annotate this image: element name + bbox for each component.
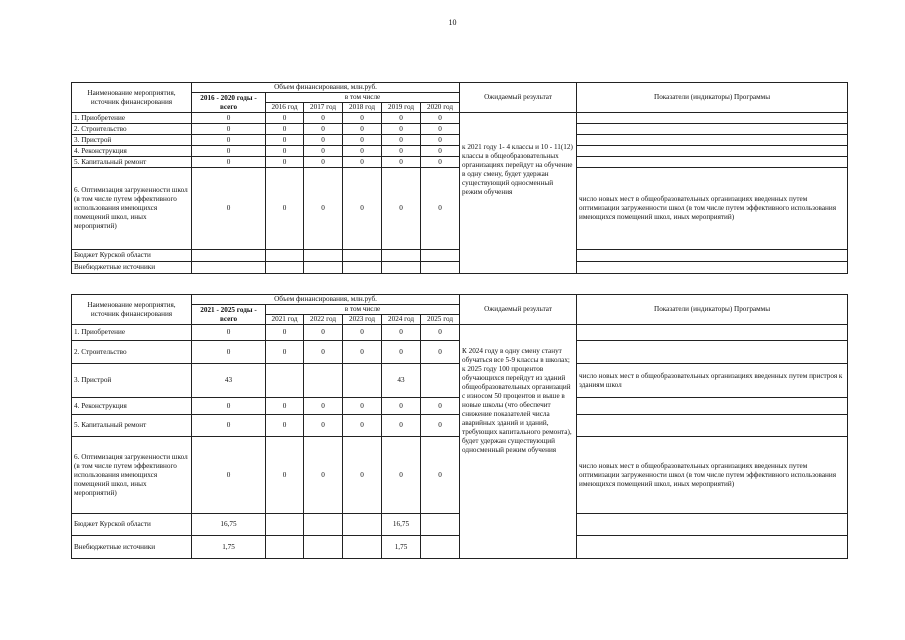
table-row: [72, 113, 848, 124]
row-value: 0: [382, 415, 421, 437]
expected-result: К 2024 году в одну смену станут обучаться все 5-9 классы в школах; к 2025 году 100 процентов обучающихся перейдут из зданий общеобразовательных организаций с износом 50 процентов и выше в новые школы (что обеспечит снижение показателей числа аварийных зданий и зданий, требующих капитального ремонта), будет удержан существующий односменный режим обучения: [460, 325, 577, 559]
header-name: Наименование мероприятия, источник финансирования: [72, 295, 192, 325]
row-value: [421, 536, 460, 559]
row-value: 0: [304, 146, 343, 157]
row-value: [304, 364, 343, 398]
header-year: 2020 год: [421, 103, 460, 113]
row-value: 0: [421, 341, 460, 364]
row-value: 0: [343, 437, 382, 514]
header-result: Ожидаемый результат: [460, 83, 577, 113]
row-total: 43: [192, 364, 266, 398]
row-name: 6. Оптимизация загруженности школ (в том числе путем эффективного использования имеющихся помещений школ, иных мероприятий): [72, 437, 192, 514]
row-value: 0: [421, 146, 460, 157]
table-row: [72, 364, 848, 398]
header-year: 2019 год: [382, 103, 421, 113]
table-row: [72, 124, 848, 135]
row-value: 1,75: [382, 536, 421, 559]
row-total: 0: [192, 157, 266, 168]
row-value: 0: [304, 168, 343, 250]
row-value: 0: [343, 124, 382, 135]
indicator-cell: [577, 415, 848, 437]
header-indicators: Показатели (индикаторы) Программы: [577, 83, 848, 113]
header-year: 2022 год: [304, 315, 343, 325]
header-incl: в том числе: [266, 93, 460, 103]
row-value: 43: [382, 364, 421, 398]
indicator-cell: [577, 341, 848, 364]
row-value: 0: [304, 341, 343, 364]
header-year: 2024 год: [382, 315, 421, 325]
header-funding: Объем финансирования, млн.руб.: [192, 83, 460, 93]
header-result: Ожидаемый результат: [460, 295, 577, 325]
row-total: 1,75: [192, 536, 266, 559]
row-total: 0: [192, 113, 266, 124]
row-value: 0: [266, 415, 304, 437]
row-value: 0: [304, 135, 343, 146]
row-total: 0: [192, 325, 266, 341]
row-name: Внебюджетные источники: [72, 262, 192, 274]
indicator-cell: [577, 514, 848, 536]
row-value: [343, 250, 382, 262]
row-value: [382, 250, 421, 262]
row-value: 16,75: [382, 514, 421, 536]
row-value: 0: [421, 325, 460, 341]
row-value: 0: [304, 325, 343, 341]
row-total: 0: [192, 168, 266, 250]
row-value: 0: [382, 124, 421, 135]
row-value: 0: [304, 415, 343, 437]
indicator-cell: [577, 113, 848, 124]
indicator-text: число новых мест в общеобразовательных организациях введенных путем оптимизации загруженности школ (в том числе путем эффективного использования имеющихся помещений школ, иных мероприятий): [577, 168, 848, 250]
row-value: [266, 536, 304, 559]
indicator-text: число новых мест в общеобразовательных организациях введенных путем оптимизации загруженности школ (в том числе путем эффективного использования имеющихся помещений школ, иных мероприятий): [577, 437, 848, 514]
header-total: 2016 - 2020 годы - всего: [192, 93, 266, 113]
row-value: 0: [421, 398, 460, 415]
table-row: [72, 157, 848, 168]
row-value: 0: [266, 168, 304, 250]
table-row: [72, 262, 848, 274]
row-value: 0: [304, 157, 343, 168]
table-row: [72, 146, 848, 157]
row-value: [343, 514, 382, 536]
header-total: 2021 - 2025 годы - всего: [192, 305, 266, 325]
row-value: [421, 250, 460, 262]
row-value: 0: [266, 146, 304, 157]
row-total: 0: [192, 135, 266, 146]
page-number: 10: [448, 18, 457, 27]
row-value: 0: [343, 325, 382, 341]
expected-result: к 2021 году 1- 4 классы и 10 - 11(12) классы в общеобразовательных организациях перейдут на обучение в одну смену, будет удержан существующий односменный режим обучения: [460, 113, 577, 274]
row-value: [382, 262, 421, 274]
row-name: 3. Пристрой: [72, 135, 192, 146]
row-name: 2. Строительство: [72, 124, 192, 135]
row-value: 0: [421, 415, 460, 437]
indicator-cell: [577, 262, 848, 274]
row-value: [421, 262, 460, 274]
row-value: [266, 364, 304, 398]
header-year: 2025 год: [421, 315, 460, 325]
row-total: [192, 262, 266, 274]
row-value: 0: [382, 113, 421, 124]
financing-table-2021-2025: [71, 294, 848, 559]
row-value: 0: [421, 113, 460, 124]
table-row: [72, 437, 848, 514]
table-row: [72, 341, 848, 364]
row-name: 1. Приобретение: [72, 113, 192, 124]
row-value: 0: [266, 135, 304, 146]
header-name: Наименование мероприятия, источник финансирования: [72, 83, 192, 113]
row-value: 0: [266, 113, 304, 124]
row-value: [304, 262, 343, 274]
header-year: 2023 год: [343, 315, 382, 325]
row-name: 6. Оптимизация загруженности школ (в том числе путем эффективного использования имеющихся помещений школ, иных мероприятий): [72, 168, 192, 250]
indicator-cell: [577, 398, 848, 415]
row-value: 0: [382, 437, 421, 514]
row-value: 0: [266, 398, 304, 415]
row-value: [304, 536, 343, 559]
row-value: 0: [304, 398, 343, 415]
row-value: [343, 364, 382, 398]
header-funding: Объем финансирования, млн.руб.: [192, 295, 460, 305]
row-total: [192, 250, 266, 262]
row-value: 0: [421, 157, 460, 168]
row-value: 0: [343, 415, 382, 437]
row-value: 0: [266, 325, 304, 341]
header-year: 2021 год: [266, 315, 304, 325]
row-value: 0: [343, 341, 382, 364]
row-total: 0: [192, 437, 266, 514]
header-indicators: Показатели (индикаторы) Программы: [577, 295, 848, 325]
row-value: 0: [343, 398, 382, 415]
header-year: 2017 год: [304, 103, 343, 113]
row-total: 0: [192, 341, 266, 364]
row-name: Внебюджетные источники: [72, 536, 192, 559]
row-value: [266, 250, 304, 262]
indicator-cell: [577, 536, 848, 559]
row-value: 0: [382, 168, 421, 250]
indicator-cell: [577, 124, 848, 135]
row-value: 0: [382, 146, 421, 157]
table-row: [72, 325, 848, 341]
indicator-cell: [577, 135, 848, 146]
row-value: 0: [304, 113, 343, 124]
row-total: 16,75: [192, 514, 266, 536]
row-name: 5. Капитальный ремонт: [72, 415, 192, 437]
row-value: 0: [421, 124, 460, 135]
row-value: [343, 262, 382, 274]
row-value: 0: [266, 341, 304, 364]
row-name: 2. Строительство: [72, 341, 192, 364]
indicator-cell: [577, 250, 848, 262]
row-value: 0: [343, 157, 382, 168]
row-value: 0: [421, 168, 460, 250]
row-name: Бюджет Курской области: [72, 514, 192, 536]
row-total: 0: [192, 124, 266, 135]
row-total: 0: [192, 398, 266, 415]
indicator-cell: [577, 146, 848, 157]
row-value: 0: [266, 437, 304, 514]
row-name: Бюджет Курской области: [72, 250, 192, 262]
row-value: 0: [343, 113, 382, 124]
table-row: [72, 398, 848, 415]
row-value: 0: [266, 157, 304, 168]
row-value: [421, 514, 460, 536]
table-row: [72, 250, 848, 262]
row-value: 0: [304, 437, 343, 514]
row-total: 0: [192, 146, 266, 157]
row-value: [421, 364, 460, 398]
row-value: 0: [304, 124, 343, 135]
row-value: 0: [343, 146, 382, 157]
row-value: 0: [343, 168, 382, 250]
row-value: [343, 536, 382, 559]
row-value: [304, 514, 343, 536]
row-value: [304, 250, 343, 262]
row-name: 1. Приобретение: [72, 325, 192, 341]
row-name: 5. Капитальный ремонт: [72, 157, 192, 168]
table-row: [72, 536, 848, 559]
row-value: 0: [266, 124, 304, 135]
row-value: [266, 262, 304, 274]
indicator-cell: [577, 325, 848, 341]
row-value: 0: [421, 135, 460, 146]
header-year: 2016 год: [266, 103, 304, 113]
row-name: 4. Реконструкция: [72, 146, 192, 157]
row-name: 3. Пристрой: [72, 364, 192, 398]
indicator-text: число новых мест в общеобразовательных организациях введенных путем пристроя к зданиям школ: [577, 364, 848, 398]
table-row: [72, 168, 848, 250]
financing-table-2016-2020: [71, 82, 848, 274]
row-value: 0: [382, 325, 421, 341]
row-total: 0: [192, 415, 266, 437]
row-value: 0: [382, 135, 421, 146]
row-value: 0: [343, 135, 382, 146]
header-incl: в том числе: [266, 305, 460, 315]
row-value: [266, 514, 304, 536]
indicator-cell: [577, 157, 848, 168]
row-value: 0: [382, 341, 421, 364]
row-value: 0: [382, 398, 421, 415]
table-row: [72, 135, 848, 146]
table-row: [72, 415, 848, 437]
table-row: [72, 514, 848, 536]
row-name: 4. Реконструкция: [72, 398, 192, 415]
header-year: 2018 год: [343, 103, 382, 113]
row-value: 0: [382, 157, 421, 168]
row-value: 0: [421, 437, 460, 514]
